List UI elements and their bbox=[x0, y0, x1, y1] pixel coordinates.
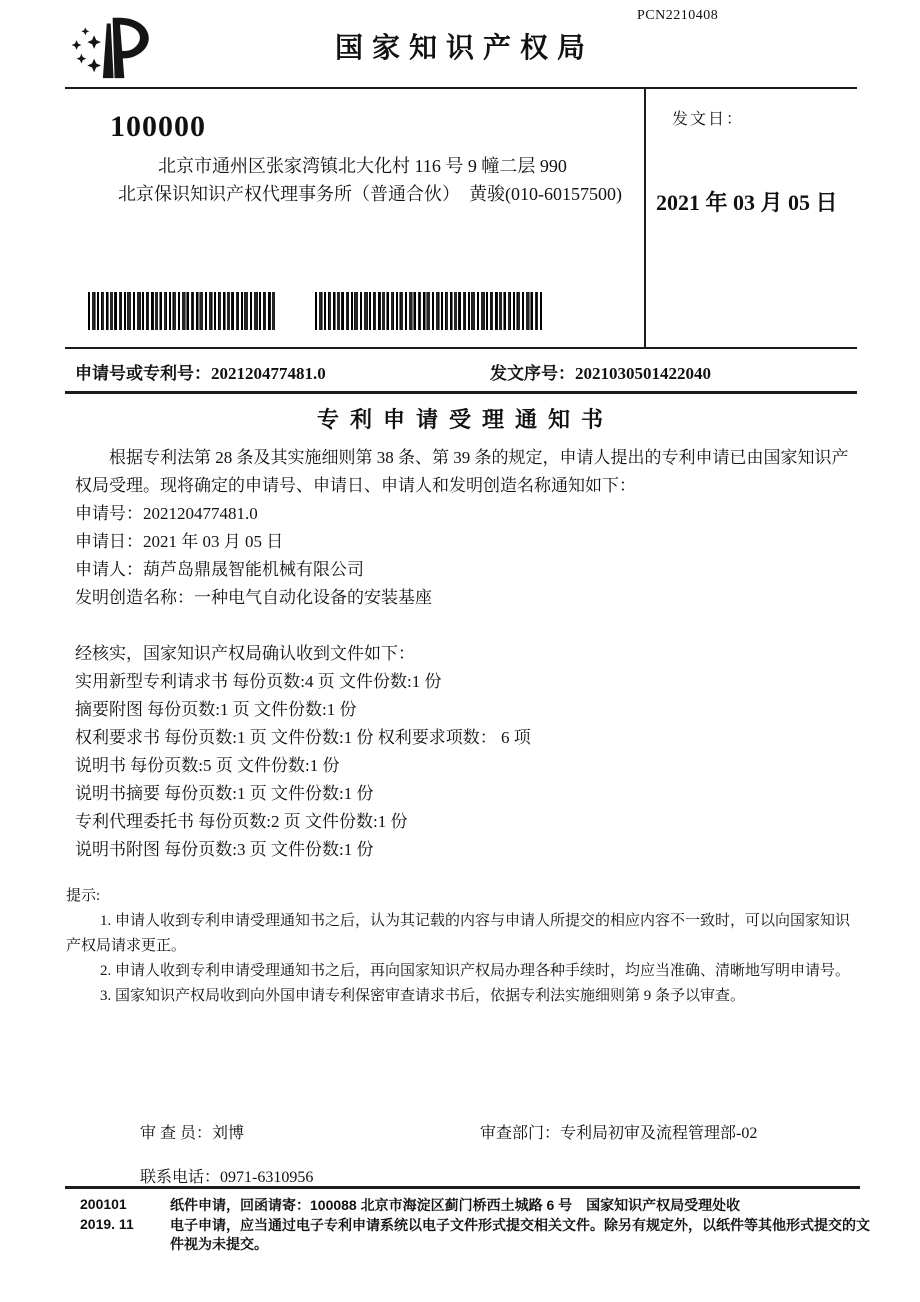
application-number: 申请号或专利号：202120477481.0 bbox=[75, 364, 326, 383]
dispatch-date-value: 2021 年 03 月 05 日 bbox=[656, 190, 838, 215]
reference-rule-top bbox=[65, 347, 857, 349]
notice-intro: 根据专利法第 28 条及其实施细则第 38 条、第 39 条的规定，申请人提出的专利申请已由国家知识产权局受理。现将确定的申请号、申请日、申请人和发明创造名称通知如下： bbox=[75, 448, 849, 495]
received-intro: 经核实，国家知识产权局确认收到文件如下： bbox=[75, 644, 415, 663]
received-file-line: 说明书摘要 每份页数:1 页 文件份数:1 份 bbox=[75, 784, 374, 803]
examiner-name: 刘博 bbox=[212, 1125, 245, 1142]
phone-number: 0971-6310956 bbox=[220, 1169, 314, 1186]
dispatch-box-divider bbox=[644, 87, 646, 347]
form-version: 2019. 11 bbox=[80, 1216, 134, 1232]
department-name: 专利局初审及流程管理部-02 bbox=[560, 1125, 758, 1142]
field-line: 申请日：2021 年 03 月 05 日 bbox=[75, 532, 284, 551]
office-title: 国家知识产权局 bbox=[334, 32, 594, 63]
received-file-line: 摘要附图 每份页数:1 页 文件份数:1 份 bbox=[75, 700, 357, 719]
received-file-line: 说明书附图 每份页数:3 页 文件份数:1 份 bbox=[75, 840, 374, 859]
recipient-postal-code: 100000 bbox=[110, 110, 206, 143]
notice-title: 专利申请受理通知书 bbox=[316, 407, 614, 432]
electronic-filing-note: 电子申请，应当通过电子专利申请系统以电子文件形式提交相关文件。除另有规定外，以纸件等其他形式提交的文件视为未提交。 bbox=[170, 1217, 870, 1252]
field-line: 发明创造名称：一种电气自动化设备的安装基座 bbox=[75, 588, 432, 607]
received-file-line: 专利代理委托书 每份页数:2 页 文件份数:1 份 bbox=[75, 812, 408, 831]
department-line: 审查部门：专利局初审及流程管理部-02 bbox=[480, 1125, 758, 1142]
dispatch-date-label: 发文日： bbox=[672, 111, 745, 128]
tips-section bbox=[66, 884, 858, 1009]
form-code: 200101 bbox=[80, 1196, 127, 1212]
examiner-line: 审 查 员：刘博 bbox=[140, 1125, 245, 1142]
barcode bbox=[88, 292, 276, 330]
tip-item: 3. 国家知识产权局收到向外国申请专利保密审查请求书后，依据专利法实施细则第 9 条予以审查。 bbox=[100, 988, 746, 1004]
notice-body bbox=[75, 444, 857, 864]
field-line: 申请人：葫芦岛鼎晟智能机械有限公司 bbox=[75, 560, 364, 579]
phone-line: 联系电话：0971-6310956 bbox=[140, 1169, 314, 1186]
serial-number: 发文序号：2021030501422040 bbox=[490, 364, 711, 383]
tip-item: 2. 申请人收到专利申请受理通知书之后，再向国家知识产权局办理各种手续时，均应当准确、清晰地写明申请号。 bbox=[100, 963, 851, 979]
tip-item: 1. 申请人收到专利申请受理通知书之后，认为其记载的内容与申请人所提交的相应内容不一致时，可以向国家知识产权局请求更正。 bbox=[66, 913, 851, 954]
reference-rule-bottom bbox=[65, 391, 857, 394]
tips-label: 提示: bbox=[66, 888, 101, 904]
received-file-line: 说明书 每份页数:5 页 文件份数:1 份 bbox=[75, 756, 340, 775]
received-file-line: 实用新型专利请求书 每份页数:4 页 文件份数:1 份 bbox=[75, 672, 442, 691]
blank-line bbox=[75, 612, 857, 640]
header-rule bbox=[65, 87, 857, 89]
paper-filing-note: 纸件申请，回函请寄：100088 北京市海淀区蓟门桥西土城路 6 号 国家知识产权局受理处收 bbox=[170, 1197, 741, 1213]
footer-rule bbox=[65, 1186, 860, 1189]
received-file-line: 权利要求书 每份页数:1 页 文件份数:1 份 权利要求项数： 6 项 bbox=[75, 728, 531, 747]
document-code: PCN2210408 bbox=[637, 8, 719, 23]
barcode bbox=[315, 292, 542, 330]
field-line: 申请号：202120477481.0 bbox=[75, 504, 258, 523]
recipient-agency: 北京保识知识产权代理事务所（普通合伙） 黄骏(010-60157500) bbox=[118, 184, 622, 204]
recipient-address: 北京市通州区张家湾镇北大化村 116 号 9 幢二层 990 bbox=[158, 156, 567, 176]
